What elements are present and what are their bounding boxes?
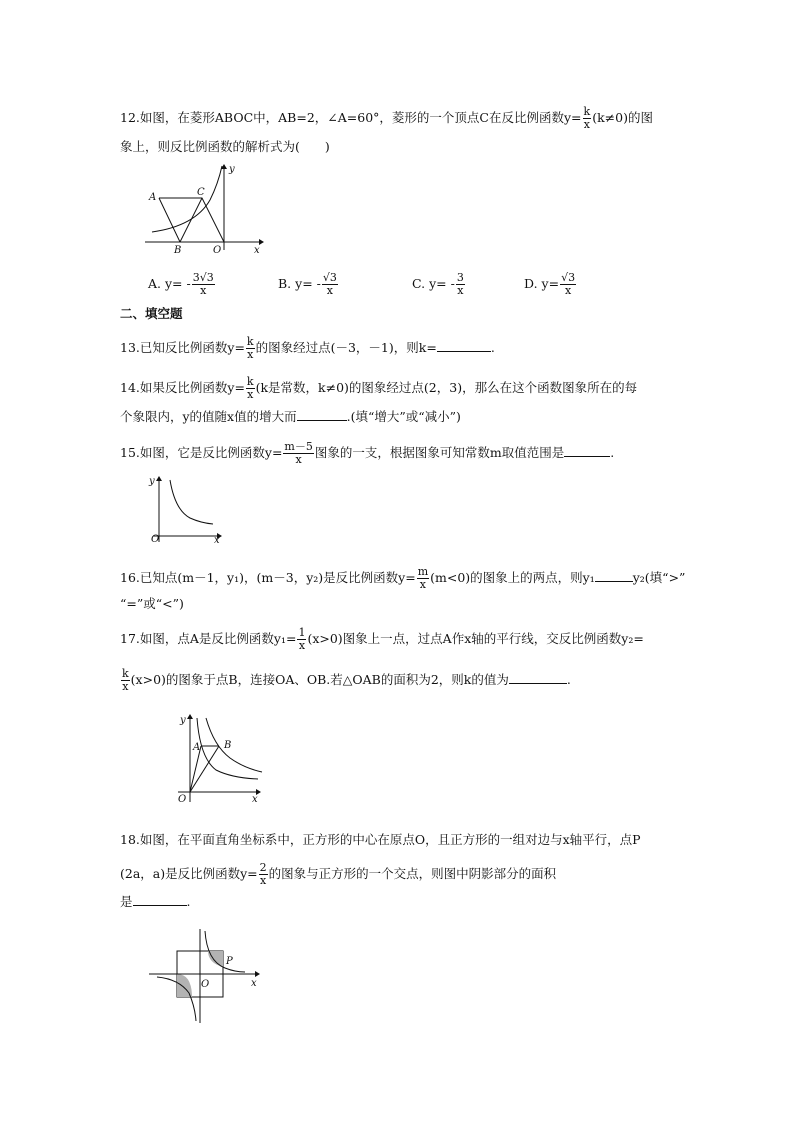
q17-label-a: A xyxy=(193,742,201,753)
q15-label-y: y xyxy=(149,476,155,487)
q15-text-pre: 15.如图，它是反比例函数y= xyxy=(120,445,283,460)
q18-label-x: x xyxy=(251,978,257,989)
q18-answer-blank[interactable] xyxy=(133,893,187,906)
q14-text-pre: 14.如果反比例函数y= xyxy=(120,380,245,395)
q12-option-a xyxy=(148,272,216,297)
q15-fraction xyxy=(283,441,313,466)
q12-label-c: C xyxy=(197,187,205,198)
q14-frac-den: x xyxy=(247,388,254,401)
q12-option-d-label: D. y= xyxy=(524,276,560,291)
q13-frac-den: x xyxy=(247,348,254,361)
q18-line1: 18.如图，在平面直角坐标系中，正方形的中心在原点O，且正方形的一组对边与x轴平行，点P xyxy=(120,832,641,847)
q17-label-o: O xyxy=(178,794,187,805)
q12-figure xyxy=(140,160,270,255)
q16-fraction xyxy=(417,566,429,591)
q15-curve xyxy=(170,480,213,524)
q13-fraction xyxy=(246,336,255,361)
q14-line2-pre: 个象限内，y的值随x值的增大而 xyxy=(120,409,297,424)
q17-fraction-1 xyxy=(297,627,306,652)
q12-option-a-label: A. y= - xyxy=(148,276,191,291)
q17-frac2-num: k xyxy=(122,667,129,680)
q13-text-post: 的图象经过点(－3，－1)，则k= xyxy=(255,340,437,355)
q17-line1 xyxy=(120,627,644,652)
q12-label-b: B xyxy=(174,245,182,255)
q12-label-x: x xyxy=(254,245,260,255)
q18-fraction xyxy=(259,862,268,887)
q16-line2: “=”或“<”) xyxy=(120,596,184,611)
q17-frac1-den: x xyxy=(298,639,306,652)
q17-text-pre: 17.如图，点A是反比例函数y₁= xyxy=(120,631,297,646)
q17-text-end: . xyxy=(566,672,571,687)
q18-label-o: O xyxy=(201,979,210,990)
q16-text-mid: (m<0)的图象上的两点，则y₁ xyxy=(430,570,595,585)
q15-y-arrow xyxy=(156,476,162,481)
q12-option-c xyxy=(412,272,466,297)
q12-option-c-den: x xyxy=(457,284,464,297)
q17-label-y: y xyxy=(180,715,186,726)
q18-x-arrow xyxy=(255,971,260,977)
q17-curve-y2 xyxy=(206,718,262,772)
q12-option-b-den: x xyxy=(326,284,333,297)
q14-line1 xyxy=(120,376,637,401)
q12-option-a-num: 3√3 xyxy=(192,271,214,284)
q12-option-d-frac xyxy=(560,272,576,297)
q17-label-x: x xyxy=(252,794,258,805)
section-heading: 二、填空题 xyxy=(120,306,183,321)
q12-option-c-frac xyxy=(456,272,465,297)
q15-line xyxy=(120,441,614,466)
q12-option-b xyxy=(278,272,339,297)
q14-fraction xyxy=(246,376,255,401)
q12-x-arrow xyxy=(259,239,264,245)
q13-frac-num: k xyxy=(246,335,254,348)
q14-line2-post: .(填“增大”或“减小”) xyxy=(346,409,461,424)
q12-label-y: y xyxy=(229,164,235,175)
q13-line xyxy=(120,336,495,361)
q12-line2: 象上，则反比例函数的解析式为( ) xyxy=(120,139,330,154)
q16-frac-den: x xyxy=(419,578,427,591)
q18-frac-den: x xyxy=(260,874,267,887)
q12-diagonal xyxy=(180,198,202,242)
q15-frac-num: m－5 xyxy=(284,440,313,453)
q15-figure xyxy=(145,472,225,544)
q17-frac1-num: 1 xyxy=(298,626,306,639)
q12-frac-num: k xyxy=(583,105,591,118)
q12-fraction xyxy=(583,106,592,131)
q17-line2 xyxy=(120,668,571,693)
q14-frac-num: k xyxy=(246,375,254,388)
q12-label-o: O xyxy=(213,245,222,255)
q17-label-b: B xyxy=(224,740,232,751)
q12-line1 xyxy=(120,106,653,131)
q17-y-arrow xyxy=(187,714,193,719)
q18-line2-post: 的图象与正方形的一个交点，则图中阴影部分的面积 xyxy=(268,866,557,881)
q12-option-a-frac xyxy=(192,272,215,297)
q18-line2 xyxy=(120,862,556,887)
q17-figure xyxy=(172,710,268,806)
q14-text-post: (k是常数，k≠0)的图象经过点(2，3)，那么在这个函数图象所在的每 xyxy=(255,380,638,395)
q12-option-d xyxy=(524,272,577,297)
q14-line2 xyxy=(120,408,461,426)
q12-text-pre: 12.如图，在菱形ABOC中，AB=2，∠A=60°，菱形的一个顶点C在反比例函数y= xyxy=(120,110,582,125)
q12-option-c-num: 3 xyxy=(456,271,464,284)
q12-frac-den: x xyxy=(583,118,590,131)
q12-option-c-label: C. y= - xyxy=(412,276,455,291)
q12-label-a: A xyxy=(149,192,157,203)
q13-answer-blank[interactable] xyxy=(437,339,491,352)
q14-answer-blank[interactable] xyxy=(297,408,347,421)
q13-text-end: . xyxy=(490,340,495,355)
q12-option-b-frac xyxy=(322,272,338,297)
q17-frac2-den: x xyxy=(122,680,129,693)
q12-text-post: (k≠0)的图 xyxy=(592,110,653,125)
q16-frac-num: m xyxy=(417,565,429,578)
q16-answer-blank[interactable] xyxy=(595,569,633,582)
q15-text-end: . xyxy=(610,445,615,460)
q12-option-d-num: √3 xyxy=(561,271,576,284)
q18-figure xyxy=(145,925,267,1027)
q18-line3-text: 是 xyxy=(120,894,133,909)
q17-fraction-2 xyxy=(121,668,130,693)
q12-curve xyxy=(152,166,222,232)
q16-line1 xyxy=(120,566,685,591)
q12-option-b-label: B. y= - xyxy=(278,276,321,291)
q17-line2-text: (x>0)的图象于点B，连接OA、OB.若△OAB的面积为2，则k的值为 xyxy=(130,672,509,687)
q18-line2-pre: (2a，a)是反比例函数y= xyxy=(120,866,258,881)
q17-answer-blank[interactable] xyxy=(509,671,567,684)
q16-text-post: y₂(填“>” xyxy=(632,570,686,585)
q15-answer-blank[interactable] xyxy=(564,444,610,457)
q17-text-post: (x>0)图象上一点，过点A作x轴的平行线，交反比例函数y₂= xyxy=(307,631,644,646)
q15-label-x: x xyxy=(214,535,220,544)
q12-option-d-den: x xyxy=(564,284,572,297)
q15-frac-den: x xyxy=(295,453,302,466)
q18-line3 xyxy=(120,893,191,911)
q18-text-end: . xyxy=(186,894,191,909)
q15-text-post: 图象的一支，根据图象可知常数m取值范围是 xyxy=(314,445,565,460)
q12-option-a-den: x xyxy=(200,284,207,297)
q18-label-p: P xyxy=(226,956,233,967)
q16-text-pre: 16.已知点(m－1，y₁)，(m－3，y₂)是反比例函数y= xyxy=(120,570,416,585)
q12-option-b-num: √3 xyxy=(322,271,337,284)
q13-text-pre: 13.已知反比例函数y= xyxy=(120,340,245,355)
q15-label-o: O xyxy=(151,534,160,544)
q18-frac-num: 2 xyxy=(259,861,267,874)
